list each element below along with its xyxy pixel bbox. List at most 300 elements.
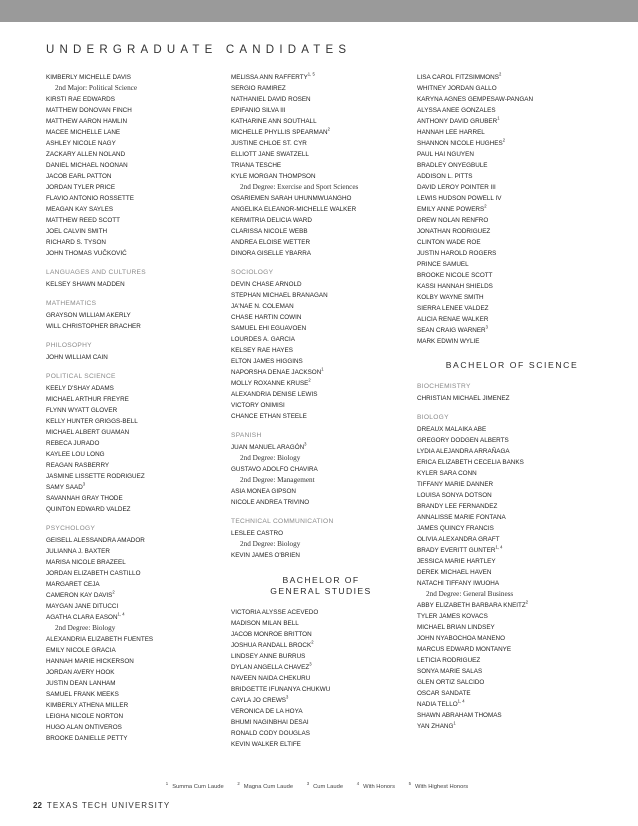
- graduate-name: [46, 226, 213, 237]
- degree-heading: [427, 360, 597, 371]
- graduate-name: [46, 568, 213, 579]
- honors-mark: 2: [525, 599, 529, 605]
- graduate-name-text: LOURDES A. GARCIA: [231, 336, 295, 343]
- graduate-name-text: KELSEY SHAWN MADDEN: [46, 281, 125, 288]
- graduate-name: [46, 711, 213, 722]
- graduate-name-text: KATHARINE ANN SOUTHALL: [231, 118, 317, 125]
- graduate-name: [46, 504, 213, 515]
- graduate-name-text: MADISON MILAN BELL: [231, 620, 299, 627]
- graduate-name-text: JORDAN TYLER PRICE: [46, 184, 116, 191]
- graduate-name: [417, 699, 584, 710]
- graduate-name: [417, 468, 584, 479]
- graduate-name: [417, 138, 584, 149]
- graduate-name: [231, 400, 398, 411]
- graduate-name-text: JONATHAN RODRIGUEZ: [417, 228, 491, 235]
- graduate-name-text: GEISELL ALESSANDRA AMADOR: [46, 537, 145, 544]
- graduate-name-text: JUSTIN DEAN LANHAM: [46, 680, 116, 687]
- graduate-name-text: PRINCE SAMUEL: [417, 261, 469, 268]
- graduate-name: [417, 226, 584, 237]
- graduate-name: [231, 105, 398, 116]
- graduate-name-text: JA'NAE N. COLEMAN: [231, 303, 294, 310]
- names-column-3: [417, 72, 597, 732]
- major-section: [231, 517, 411, 561]
- graduate-name-text: MEAGAN KAY SAYLES: [46, 206, 114, 213]
- graduate-name: [46, 689, 213, 700]
- graduate-name: [231, 486, 398, 497]
- graduate-name: [46, 94, 213, 105]
- graduate-name-text: MELISSA ANN RAFFERTY: [231, 74, 308, 81]
- graduate-name: [231, 497, 398, 508]
- graduate-name-text: JOEL CALVIN SMITH: [46, 228, 108, 235]
- graduate-name-text: NAPORSHA DENAE JACKSON: [231, 369, 322, 376]
- graduate-name: [46, 383, 213, 394]
- graduate-name: [231, 312, 398, 323]
- graduate-name: [231, 94, 398, 105]
- honors-mark: 3: [82, 481, 86, 487]
- graduate-name-text: KAYLEE LOU LONG: [46, 451, 105, 458]
- graduate-name: [231, 323, 398, 334]
- graduate-name: [417, 655, 584, 666]
- graduate-name: [231, 367, 398, 378]
- graduate-name: [46, 149, 213, 160]
- graduate-name: [231, 411, 398, 422]
- graduate-name-text: JORDAN ELIZABETH CASTILLO: [46, 570, 141, 577]
- graduate-name-text: ELTON JAMES HIGGINS: [231, 358, 303, 365]
- graduate-name-text: JULIANNA J. BAXTER: [46, 548, 110, 555]
- graduate-name-text: MATTHEW AARON HAMLIN: [46, 118, 128, 125]
- graduate-name: [417, 600, 584, 611]
- graduate-name-text: MICHAEL ALBERT GUAMAN: [46, 429, 130, 436]
- graduate-name: [417, 479, 584, 490]
- graduate-name-text: JAMES QUINCY FRANCIS: [417, 525, 494, 532]
- graduate-name: [417, 248, 584, 259]
- graduate-name: [46, 449, 213, 460]
- degree-heading-line: GENERAL STUDIES: [270, 586, 372, 596]
- graduate-name: [417, 457, 584, 468]
- graduate-name: [417, 127, 584, 138]
- graduate-name-text: CHANCE ETHAN STEELE: [231, 413, 307, 420]
- graduate-name-text: DREAUX MALAIKA ABE: [417, 426, 487, 433]
- graduate-name: [231, 389, 398, 400]
- graduate-name: [417, 72, 584, 83]
- graduate-name-text: GUSTAVO ADOLFO CHAVIRA: [231, 466, 318, 473]
- graduate-name: [231, 356, 398, 367]
- graduate-name-text: KEELY D'SHAY ADAMS: [46, 385, 114, 392]
- graduate-name-text: FLYNN WYATT GLOVER: [46, 407, 118, 414]
- graduate-name-text: CAMERON KAY DAVIS: [46, 592, 113, 599]
- graduate-name-text: KIMBERLY MICHELLE DAVIS: [46, 74, 132, 81]
- names-column-1: [46, 72, 226, 744]
- graduate-name-text: SHAWN ABRAHAM THOMAS: [417, 712, 502, 719]
- graduate-name-text: JACOB EARL PATTON: [46, 173, 112, 180]
- graduate-name: [46, 204, 213, 215]
- graduate-name: [231, 739, 398, 750]
- graduate-name-text: PAUL HAI NGUYEN: [417, 151, 474, 158]
- graduate-name: [417, 435, 584, 446]
- major-heading: TECHNICAL COMMUNICATION: [231, 518, 334, 525]
- graduate-name-text: BRADY EVERITT GUNTER: [417, 547, 496, 554]
- graduate-name: [46, 493, 213, 504]
- graduate-name-text: ASIA MONEA GIPSON: [231, 488, 296, 495]
- graduate-name: [417, 281, 584, 292]
- graduate-name-text: RONALD CODY DOUGLAS: [231, 730, 310, 737]
- graduate-name-text: JOHN NYABOCHOA MANENO: [417, 635, 506, 642]
- second-degree-note: 2nd Degree: Biology: [240, 540, 301, 548]
- major-heading: PHILOSOPHY: [46, 342, 92, 349]
- graduate-name: [417, 534, 584, 545]
- graduate-name: [46, 72, 213, 83]
- graduate-name-text: MARCUS EDWARD MONTANYE: [417, 646, 512, 653]
- graduate-name: [417, 501, 584, 512]
- honors-mark: 2: [327, 126, 330, 132]
- graduate-name: [231, 290, 398, 301]
- graduate-name: [417, 336, 584, 347]
- graduate-name: [417, 325, 584, 336]
- graduate-name: [231, 728, 398, 739]
- graduate-name: [46, 601, 213, 612]
- major-heading: LANGUAGES AND CULTURES: [46, 269, 146, 276]
- graduate-name: [46, 394, 213, 405]
- graduate-name: [231, 528, 398, 539]
- graduate-name-text: KIMBERLY ATHENA MILLER: [46, 702, 129, 709]
- graduate-name: [46, 182, 213, 193]
- graduate-name-text: JUSTIN HAROLD ROGERS: [417, 250, 497, 257]
- graduate-name-text: MOLLY ROXANNE KRUSE: [231, 380, 309, 387]
- graduate-name: [231, 651, 398, 662]
- graduate-name: [231, 607, 398, 618]
- graduate-name: [417, 490, 584, 501]
- honors-mark: 1, 5: [307, 71, 315, 77]
- graduate-name: [46, 171, 213, 182]
- graduate-name: [231, 204, 398, 215]
- graduate-name: [417, 556, 584, 567]
- graduate-name: [417, 116, 584, 127]
- graduate-name: [46, 193, 213, 204]
- graduate-name-text: FLAVIO ANTONIO ROSSETTE: [46, 195, 134, 202]
- graduate-name-text: MATTHEW DONOVAN FINCH: [46, 107, 132, 114]
- graduate-name-text: BROOKE DANIELLE PETTY: [46, 735, 128, 742]
- graduate-name-text: MARGARET CEJA: [46, 581, 100, 588]
- graduate-name-text: HANNAH MARIE HICKERSON: [46, 658, 134, 665]
- graduate-name: [417, 149, 584, 160]
- graduate-name: [417, 721, 584, 732]
- graduate-name: [417, 204, 584, 215]
- graduate-name: [46, 237, 213, 248]
- major-heading: MATHEMATICS: [46, 300, 97, 307]
- graduate-name-text: MACEE MICHELLE LANE: [46, 129, 121, 136]
- graduate-name-text: KEVIN WALKER ELTIFE: [231, 741, 301, 748]
- graduate-name-text: REBECA JURADO: [46, 440, 100, 447]
- graduate-name: [46, 427, 213, 438]
- graduate-name-text: ELLIOTT JANE SWATZELL: [231, 151, 309, 158]
- graduate-name: [417, 545, 584, 556]
- major-section: [231, 607, 411, 750]
- page-folio: [33, 801, 170, 810]
- graduate-name-text: LESLEE CASTRO: [231, 530, 283, 537]
- graduate-name-text: MAYGAN JANE DITUCCI: [46, 603, 119, 610]
- footnote: $^1$Summa Cum Laude: [165, 781, 224, 790]
- graduate-name: [231, 279, 398, 290]
- graduate-name: [231, 345, 398, 356]
- graduate-name-text: JACOB MONROE BRITTON: [231, 631, 312, 638]
- graduate-name-text: OLIVIA ALEXANDRA GRAFT: [417, 536, 500, 543]
- graduate-name-text: OSARIEMEN SARAH UHUNMWUANGHO: [231, 195, 352, 202]
- graduate-name-text: ALEXANDRIA ELIZABETH FUENTES: [46, 636, 154, 643]
- graduate-name-text: HANNAH LEE HARREL: [417, 129, 485, 136]
- graduate-name: [46, 279, 213, 290]
- graduate-name: [417, 259, 584, 270]
- graduate-name: [417, 292, 584, 303]
- graduate-name-text: LEIGHA NICOLE NORTON: [46, 713, 124, 720]
- graduate-name: [231, 618, 398, 629]
- honors-mark: 1, 4: [457, 698, 465, 704]
- graduate-name-text: DREW NOLAN RENFRO: [417, 217, 489, 224]
- graduate-name-text: LINDSEY ANNE BURRUS: [231, 653, 306, 660]
- graduate-name: [417, 424, 584, 435]
- graduate-name: [417, 105, 584, 116]
- graduate-name: [417, 94, 584, 105]
- graduate-name-text: SERGIO RAMIREZ: [231, 85, 286, 92]
- graduate-name-text: REAGAN RASBERRY: [46, 462, 110, 469]
- graduate-name-text: SEAN CRAIG WARNER: [417, 327, 486, 334]
- graduate-name-text: GLEN ORTIZ SALCIDO: [417, 679, 485, 686]
- major-heading: POLITICAL SCIENCE: [46, 373, 116, 380]
- graduate-name: [231, 215, 398, 226]
- graduate-name-text: JOHN THOMAS VUČKOVIĆ: [46, 250, 127, 257]
- major-section: [46, 268, 226, 290]
- graduate-name: [46, 634, 213, 645]
- graduate-name: [417, 512, 584, 523]
- graduate-name: [231, 673, 398, 684]
- graduate-name-text: KYLE MORGAN THOMPSON: [231, 173, 316, 180]
- graduate-name-text: SONYA MARIE SALAS: [417, 668, 483, 675]
- honors-mark: 1, 4: [495, 544, 503, 550]
- graduate-name-text: KERMITRIA DELICIA WARD: [231, 217, 312, 224]
- major-section: [46, 372, 226, 515]
- graduate-name: [46, 460, 213, 471]
- graduate-name: [46, 416, 213, 427]
- major-section: [46, 299, 226, 332]
- graduate-name-text: KELSEY RAE HAYES: [231, 347, 293, 354]
- graduate-name-text: CLINTON WADE ROE: [417, 239, 481, 246]
- graduate-name-text: ASHLEY NICOLE NAGY: [46, 140, 116, 147]
- graduate-name: [417, 688, 584, 699]
- graduate-name-text: CLARISSA NICOLE WEBB: [231, 228, 308, 235]
- graduate-name-text: TYLER JAMES KOVACS: [417, 613, 488, 620]
- graduate-name-text: OSCAR SANDATE: [417, 690, 471, 697]
- graduate-name-text: ABBY ELIZABETH BARBARA KNEITZ: [417, 602, 526, 609]
- major-heading: SPANISH: [231, 432, 262, 439]
- graduate-name: [417, 622, 584, 633]
- graduate-name-text: VERONICA DE LA HOYA: [231, 708, 303, 715]
- graduate-name-text: VICTORIA ALYSSE ACEVEDO: [231, 609, 319, 616]
- major-section: [417, 413, 597, 732]
- graduate-name-text: SAMUEL EHI EGUAVOEN: [231, 325, 307, 332]
- graduate-name: [231, 72, 398, 83]
- honors-mark: 1, 4: [117, 611, 125, 617]
- graduate-name: [417, 611, 584, 622]
- graduate-name-text: MICHAEL BRIAN LINDSEY: [417, 624, 495, 631]
- graduate-name: [231, 629, 398, 640]
- graduate-name-text: ANTHONY DAVID GRUBER: [417, 118, 498, 125]
- honors-mark: 2: [308, 377, 311, 383]
- honors-mark: 2: [112, 589, 115, 595]
- graduate-name: [231, 301, 398, 312]
- graduate-name-text: STEPHAN MICHAEL BRANAGAN: [231, 292, 328, 299]
- major-heading: BIOCHEMISTRY: [417, 383, 471, 390]
- graduate-name-text: DAVID LEROY POINTER III: [417, 184, 496, 191]
- graduate-name-text: HUGO ALAN ONTIVEROS: [46, 724, 122, 731]
- graduate-name-text: NICOLE ANDREA TRIVINO: [231, 499, 310, 506]
- graduate-name: [231, 226, 398, 237]
- footnote: $^2$Magna Cum Laude: [237, 781, 294, 790]
- graduate-name-text: SAMUEL FRANK MEEKS: [46, 691, 119, 698]
- graduate-name-text: JASMINE LISSETTE RODRIGUEZ: [46, 473, 145, 480]
- graduate-name-text: ANDREA ELOISE WETTER: [231, 239, 311, 246]
- graduate-name-text: LOUISA SONYA DOTSON: [417, 492, 492, 499]
- honors-mark: 1: [321, 366, 324, 372]
- page-number: 22: [33, 801, 42, 810]
- graduate-name-text: NATHANIEL DAVID ROSEN: [231, 96, 311, 103]
- honors-mark: 2: [502, 137, 506, 143]
- honors-mark: 1: [453, 720, 456, 726]
- graduate-name: [46, 535, 213, 546]
- graduate-name-text: AGATHA CLARA EASON: [46, 614, 118, 621]
- graduate-name: [417, 644, 584, 655]
- graduate-name-text: RICHARD S. TYSON: [46, 239, 106, 246]
- graduate-name-text: QUINTON EDWARD VALDEZ: [46, 506, 131, 513]
- graduate-name-text: SIERRA LENEE VALDEZ: [417, 305, 489, 312]
- graduate-name-text: CAYLA JO CREWS: [231, 697, 287, 704]
- graduate-name: [417, 567, 584, 578]
- footnote: $^4$With Honors: [356, 781, 395, 790]
- graduate-name: [231, 127, 398, 138]
- major-heading: SOCIOLOGY: [231, 269, 274, 276]
- graduate-name-text: CHASE HARTIN COWIN: [231, 314, 302, 321]
- graduate-name: [231, 464, 398, 475]
- graduate-name-text: SAMY SAAD: [46, 484, 83, 491]
- graduate-name-text: BRIDGETTE IFUNANYA CHUKWU: [231, 686, 331, 693]
- graduate-name: [231, 706, 398, 717]
- graduate-name: [231, 83, 398, 94]
- major-section: [46, 341, 226, 363]
- graduate-name: [46, 546, 213, 557]
- graduate-name-text: DYLAN ANGELLA CHAVEZ: [231, 664, 310, 671]
- graduate-name: [46, 612, 213, 623]
- graduate-name-text: NATACHI TIFFANY IWUOHA: [417, 580, 500, 587]
- graduate-name: [231, 550, 398, 561]
- graduate-name: [231, 662, 398, 673]
- graduate-name-text: TRIANA TESCHE: [231, 162, 282, 169]
- graduate-name-text: NADIA TELLO: [417, 701, 458, 708]
- graduate-name-text: DINORA GISELLE YBARRA: [231, 250, 311, 257]
- graduate-name: [231, 160, 398, 171]
- graduate-name: [46, 116, 213, 127]
- graduate-name: [231, 684, 398, 695]
- graduate-name-text: MARK EDWIN WYLIE: [417, 338, 480, 345]
- graduate-name: [417, 215, 584, 226]
- graduate-name: [46, 138, 213, 149]
- graduate-name-text: BHUMI NAGINBHAI DESAI: [231, 719, 309, 726]
- graduate-name: [46, 215, 213, 226]
- major-heading: PSYCHOLOGY: [46, 525, 96, 532]
- graduate-name: [46, 248, 213, 259]
- graduate-name: [231, 334, 398, 345]
- graduate-name-text: EPIFANIO SILVA III: [231, 107, 286, 114]
- graduate-name-text: LEWIS HUDSON POWELL IV: [417, 195, 502, 202]
- graduate-name: [417, 633, 584, 644]
- graduate-name-text: KELLY HUNTER GRIGGS-BELL: [46, 418, 138, 425]
- graduate-name: [417, 303, 584, 314]
- graduate-name: [46, 557, 213, 568]
- graduate-name: [417, 270, 584, 281]
- graduate-name-text: VICTORY ONIMISI: [231, 402, 285, 409]
- graduate-name: [46, 438, 213, 449]
- graduate-name-text: ALEXANDRIA DENISE LEWIS: [231, 391, 318, 398]
- graduate-name-text: NAVEEN NAIDA CHEKURU: [231, 675, 311, 682]
- graduate-name-text: EMILY NICOLE GRACIA: [46, 647, 116, 654]
- graduate-name: [46, 590, 213, 601]
- graduate-name-text: KARYNA AGNES GEMPESAW-PANGAN: [417, 96, 534, 103]
- graduate-name-text: MICHELLE PHYLLIS SPEARMAN: [231, 129, 328, 136]
- graduate-name-text: YAN ZHANG: [417, 723, 454, 730]
- graduate-name-text: ERICA ELIZABETH CECELIA BANKS: [417, 459, 524, 466]
- honors-mark: 1: [497, 115, 500, 121]
- graduate-name: [46, 482, 213, 493]
- graduate-name-text: GRAYSON WILLIAM AKERLY: [46, 312, 131, 319]
- graduate-name-text: WILL CHRISTOPHER BRACHER: [46, 323, 141, 330]
- page-title: UNDERGRADUATE CANDIDATES: [46, 44, 352, 56]
- graduate-name: [46, 733, 213, 744]
- honors-mark: 2: [498, 71, 502, 77]
- graduate-name: [231, 193, 398, 204]
- graduate-name-text: JORDAN AVERY HOOK: [46, 669, 115, 676]
- second-degree-note: 2nd Degree: General Business: [426, 590, 514, 598]
- names-column-2: [231, 72, 411, 750]
- graduate-name: [417, 523, 584, 534]
- graduate-name: [417, 83, 584, 94]
- graduate-name-text: KOLBY WAYNE SMITH: [417, 294, 484, 301]
- graduate-name-text: DEVIN CHASE ARNOLD: [231, 281, 302, 288]
- graduate-name-text: ANNALISSE MARIE FONTANA: [417, 514, 506, 521]
- graduate-name: [417, 160, 584, 171]
- graduate-name-text: TIFFANY MARIE DANNER: [417, 481, 494, 488]
- second-degree-note: 2nd Degree: Biology: [55, 624, 116, 632]
- graduate-name-text: JOHN WILLIAM CAIN: [46, 354, 108, 361]
- graduate-name: [46, 656, 213, 667]
- graduate-name-text: BRANDY LEE FERNANDEZ: [417, 503, 498, 510]
- graduate-name-text: JUSTINE CHLOE ST. CYR: [231, 140, 307, 147]
- graduate-name-text: KASSI HANNAH SHIELDS: [417, 283, 493, 290]
- major-section: [231, 268, 411, 422]
- honors-mark: 2: [311, 639, 314, 645]
- second-degree-note: 2nd Degree: Exercise and Sport Sciences: [240, 183, 359, 191]
- graduate-name-text: BRADLEY ONYEGBULE: [417, 162, 488, 169]
- major-heading: BIOLOGY: [417, 414, 449, 421]
- graduate-name: [417, 193, 584, 204]
- graduate-name-text: GREGORY DODGEN ALBERTS: [417, 437, 509, 444]
- graduate-name: [417, 666, 584, 677]
- footnote: $^5$With Highest Honors: [408, 781, 469, 790]
- honors-mark: 3: [304, 441, 307, 447]
- graduate-name-text: MICHAEL ARTHUR FREYRE: [46, 396, 129, 403]
- honors-mark: 3: [286, 694, 289, 700]
- honors-mark: 3: [485, 324, 488, 330]
- graduate-name-text: SAVANNAH GRAY THODE: [46, 495, 123, 502]
- graduate-name: [46, 321, 213, 332]
- graduate-name: [231, 171, 398, 182]
- major-section: [46, 72, 226, 259]
